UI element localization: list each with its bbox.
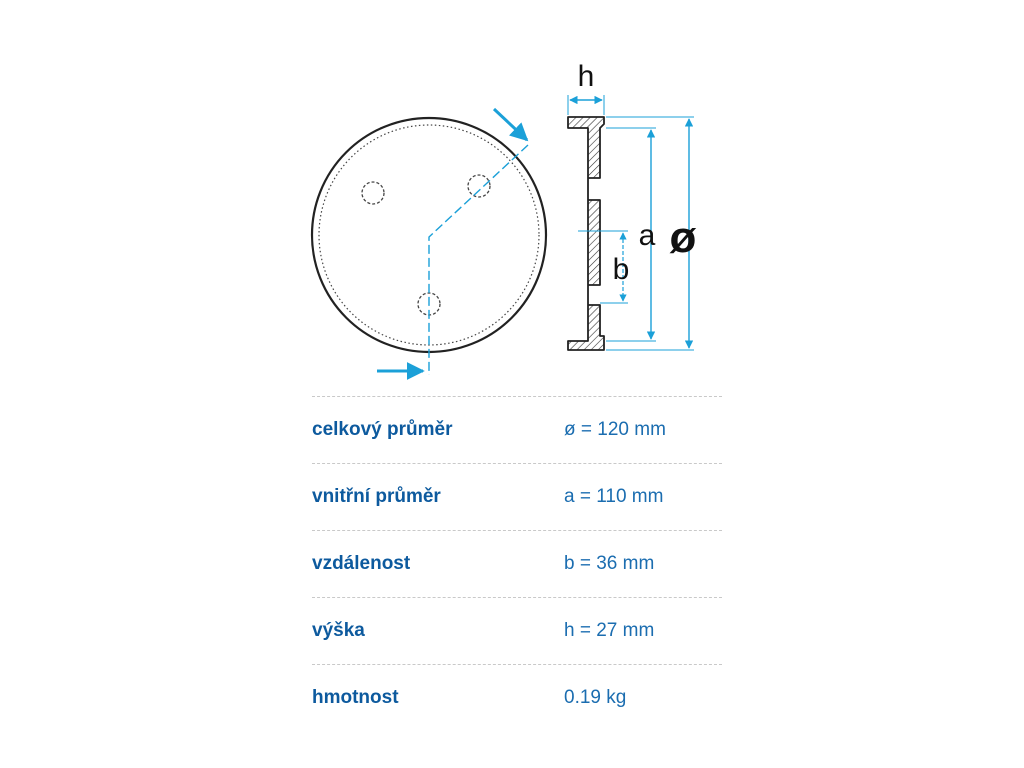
section-line [377, 109, 528, 375]
spec-label: vzdálenost [312, 553, 411, 574]
label-b: b [612, 253, 630, 286]
spec-value: a = 110 mm [564, 486, 664, 507]
label-diameter: ø [669, 213, 697, 262]
spec-row [312, 597, 722, 664]
spec-value: ø = 120 mm [564, 419, 666, 440]
label-a: a [638, 219, 656, 252]
spec-label: výška [312, 620, 365, 641]
side-view [568, 117, 604, 350]
hole-left [362, 182, 384, 204]
spec-row [312, 530, 722, 597]
spec-label: hmotnost [312, 687, 399, 708]
spec-value: 0.19 kg [564, 687, 627, 708]
spec-value: b = 36 mm [564, 553, 655, 574]
hole-right [468, 175, 490, 197]
spec-row [312, 463, 722, 530]
spec-table [312, 396, 722, 731]
section-arrow-top [494, 109, 527, 140]
section-profile [568, 117, 604, 350]
label-h: h [577, 60, 595, 93]
spec-row [312, 396, 722, 463]
spec-value: h = 27 mm [564, 620, 655, 641]
spec-label: vnitřní průměr [312, 486, 441, 507]
spec-label: celkový průměr [312, 419, 453, 440]
spec-row [312, 664, 722, 731]
